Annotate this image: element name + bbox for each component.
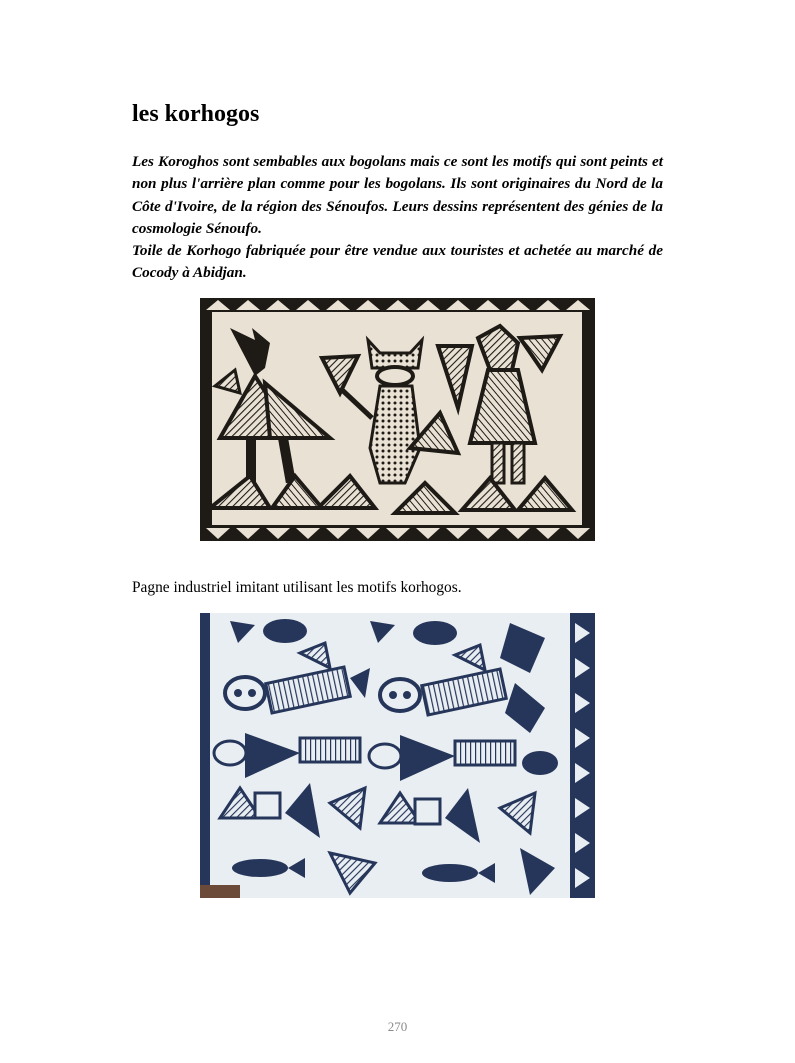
intro-paragraph-2: Toile de Korhogo fabriquée pour être vendue aux touristes et achetée au marché de Cocody à Abidjan. — [132, 242, 663, 282]
korhogo-cloth-photo — [200, 298, 595, 541]
industrial-cloth-photo — [200, 613, 595, 898]
caption-industrial-cloth: Pagne industriel imitant utilisant les motifs korhogos. — [132, 579, 462, 596]
page-number: 270 — [387, 1019, 408, 1034]
page-title: les korhogos — [132, 101, 260, 127]
intro-text — [132, 151, 663, 285]
intro-paragraph-1: Les Koroghos sont sembables aux bogolans mais ce sont les motifs qui sont peints et non plus l'arrière plan comme pour les bogolans. Ils sont originaires du Nord de la Côte d'Ivoire, de la région des Sénoufos. Leurs dessins représentent des génies de la cosmologie Sénoufo. — [132, 153, 663, 237]
